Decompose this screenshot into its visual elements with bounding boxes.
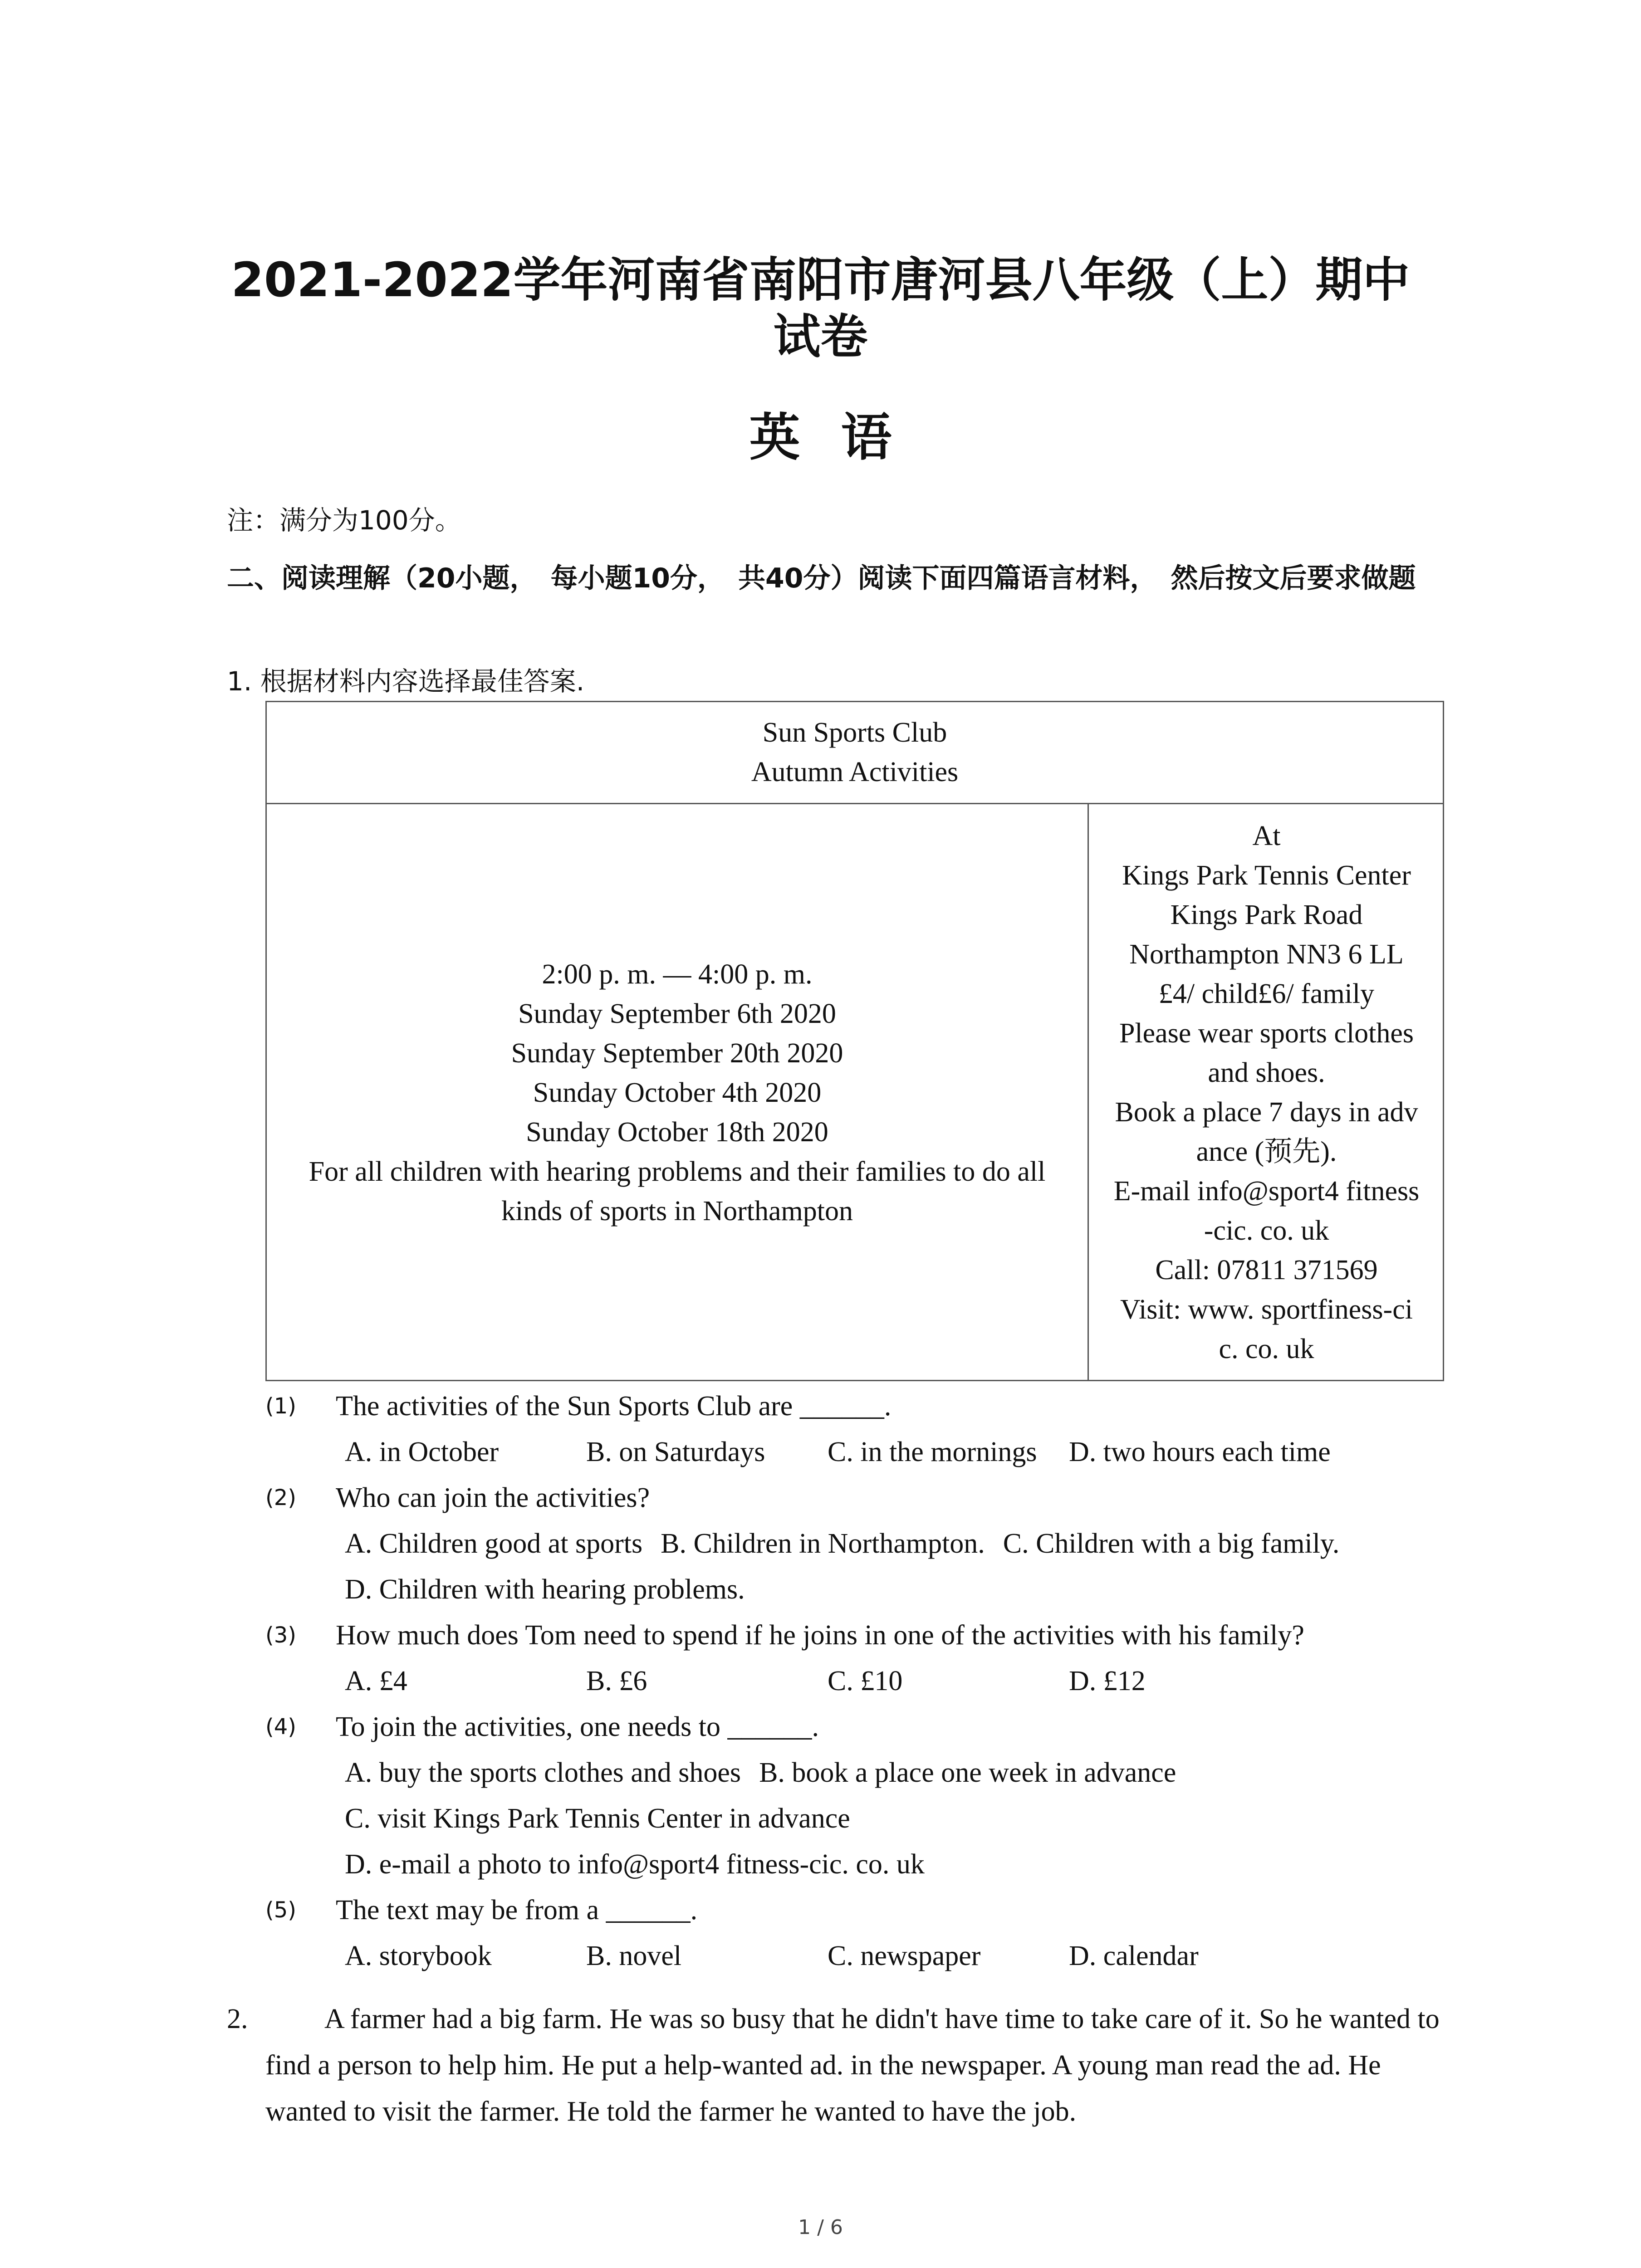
page-number: 1 / 6 xyxy=(798,2216,843,2239)
notice-schedule-cell xyxy=(267,804,1089,1381)
notice-detail-line: and shoes. xyxy=(1208,1057,1325,1088)
option-c[interactable]: C. newspaper xyxy=(828,1941,981,1971)
option-a[interactable]: A. £4 xyxy=(345,1666,407,1696)
question-2-number: 2. xyxy=(227,2004,248,2034)
option-c[interactable]: C. Children with a big family. xyxy=(1003,1528,1340,1559)
option-b[interactable]: B. £6 xyxy=(586,1666,647,1696)
notice-detail-line: Book a place 7 days in adv xyxy=(1115,1097,1418,1128)
option-c[interactable]: C. in the mornings xyxy=(828,1437,1037,1467)
option-c[interactable]: C. visit Kings Park Tennis Center in advance xyxy=(345,1803,850,1834)
notice-detail-line: -cic. co. uk xyxy=(1204,1215,1329,1246)
exam-title-line2: 试卷 xyxy=(773,309,868,364)
notice-club-name: Sun Sports Club xyxy=(762,717,947,748)
question-1-label: 1. 根据材料内容选择最佳答案. xyxy=(227,666,585,697)
subquestion-3 xyxy=(265,1613,1468,1704)
notice-time: 2:00 p. m. — 4:00 p. m. xyxy=(542,958,813,990)
notice-detail-line: Northampton NN3 6 LL xyxy=(1129,939,1404,970)
subquestion-number: (2) xyxy=(265,1485,296,1510)
option-b[interactable]: B. Children in Northampton. xyxy=(661,1528,985,1559)
exam-title-line1: 2021-2022学年河南省南阳市唐河县八年级（上）期中 xyxy=(231,252,1410,308)
notice-date: Sunday October 18th 2020 xyxy=(526,1116,828,1148)
subquestion-number: (3) xyxy=(265,1623,296,1648)
notice-detail-line: E-mail info@sport4 fitness xyxy=(1113,1176,1420,1207)
notice-header-cell xyxy=(267,702,1443,804)
option-b[interactable]: B. on Saturdays xyxy=(586,1437,765,1467)
notice-detail-line: At xyxy=(1252,821,1281,851)
subquestion-1 xyxy=(265,1383,1468,1475)
notice-detail-line: Please wear sports clothes xyxy=(1119,1018,1414,1049)
subquestion-stem: The text may be from a ______. xyxy=(336,1895,698,1926)
notice-activity-name: Autumn Activities xyxy=(751,757,959,787)
option-d[interactable]: D. two hours each time xyxy=(1069,1437,1331,1467)
option-a[interactable]: A. storybook xyxy=(345,1941,492,1971)
notice-details-cell xyxy=(1089,804,1444,1381)
subquestion-number: (1) xyxy=(265,1393,296,1419)
subquestion-stem: The activities of the Sun Sports Club are ______. xyxy=(336,1391,892,1422)
subquestion-stem: Who can join the activities? xyxy=(336,1482,650,1513)
subquestion-number: (5) xyxy=(265,1897,296,1923)
notice-audience: kinds of sports in Northampton xyxy=(501,1195,853,1227)
subquestion-5 xyxy=(265,1887,1468,1979)
score-note: 注：满分为100分。 xyxy=(227,505,461,536)
question-2-passage xyxy=(227,1996,1452,2135)
option-b[interactable]: B. novel xyxy=(586,1941,682,1971)
subquestion-stem: To join the activities, one needs to ______. xyxy=(336,1711,819,1742)
activity-notice-table xyxy=(265,701,1444,1381)
notice-detail-line: Kings Park Tennis Center xyxy=(1122,860,1411,891)
notice-detail-line: £4/ child£6/ family xyxy=(1158,978,1375,1009)
notice-detail-line: Call: 07811 371569 xyxy=(1155,1255,1378,1286)
passage-text: A farmer had a big farm. He was so busy that he didn't have time to take care of it. So he wanted to find a person to help him. He put a help-wanted ad. in the newspaper. A young man read the ad. He wanted to visit the farmer. He told the farmer he wanted to have the job. xyxy=(265,2004,1440,2127)
notice-detail-line: Visit: www. sportfiness-ci xyxy=(1120,1294,1413,1325)
option-b[interactable]: B. book a place one week in advance xyxy=(759,1757,1176,1788)
subquestion-4 xyxy=(265,1704,1468,1887)
notice-audience: For all children with hearing problems and their families to do all xyxy=(309,1156,1046,1187)
option-a[interactable]: A. Children good at sports xyxy=(345,1528,643,1559)
notice-detail-line: ance (预先). xyxy=(1196,1136,1337,1167)
option-d[interactable]: D. calendar xyxy=(1069,1941,1199,1971)
subquestion-2 xyxy=(265,1475,1468,1613)
question-1-subquestions xyxy=(265,1383,1468,1979)
notice-date: Sunday October 4th 2020 xyxy=(533,1077,822,1108)
notice-detail-line: Kings Park Road xyxy=(1170,899,1363,930)
section-heading: 二、阅读理解（20小题， 每小题10分， 共40分）阅读下面四篇语言材料， 然后按文后要求做题 xyxy=(227,562,1416,594)
subquestion-number: (4) xyxy=(265,1714,296,1740)
notice-date: Sunday September 20th 2020 xyxy=(511,1037,843,1069)
option-a[interactable]: A. in October xyxy=(345,1437,499,1467)
notice-detail-line: c. co. uk xyxy=(1219,1334,1314,1364)
subject-heading: 英语 xyxy=(749,408,933,467)
option-a[interactable]: A. buy the sports clothes and shoes xyxy=(345,1757,741,1788)
subquestion-stem: How much does Tom need to spend if he joins in one of the activities with his family? xyxy=(336,1620,1304,1651)
option-d[interactable]: D. £12 xyxy=(1069,1666,1146,1696)
option-d[interactable]: D. Children with hearing problems. xyxy=(345,1574,745,1605)
option-c[interactable]: C. £10 xyxy=(828,1666,903,1696)
option-d[interactable]: D. e-mail a photo to info@sport4 fitness-cic. co. uk xyxy=(345,1849,925,1880)
notice-date: Sunday September 6th 2020 xyxy=(518,998,836,1029)
